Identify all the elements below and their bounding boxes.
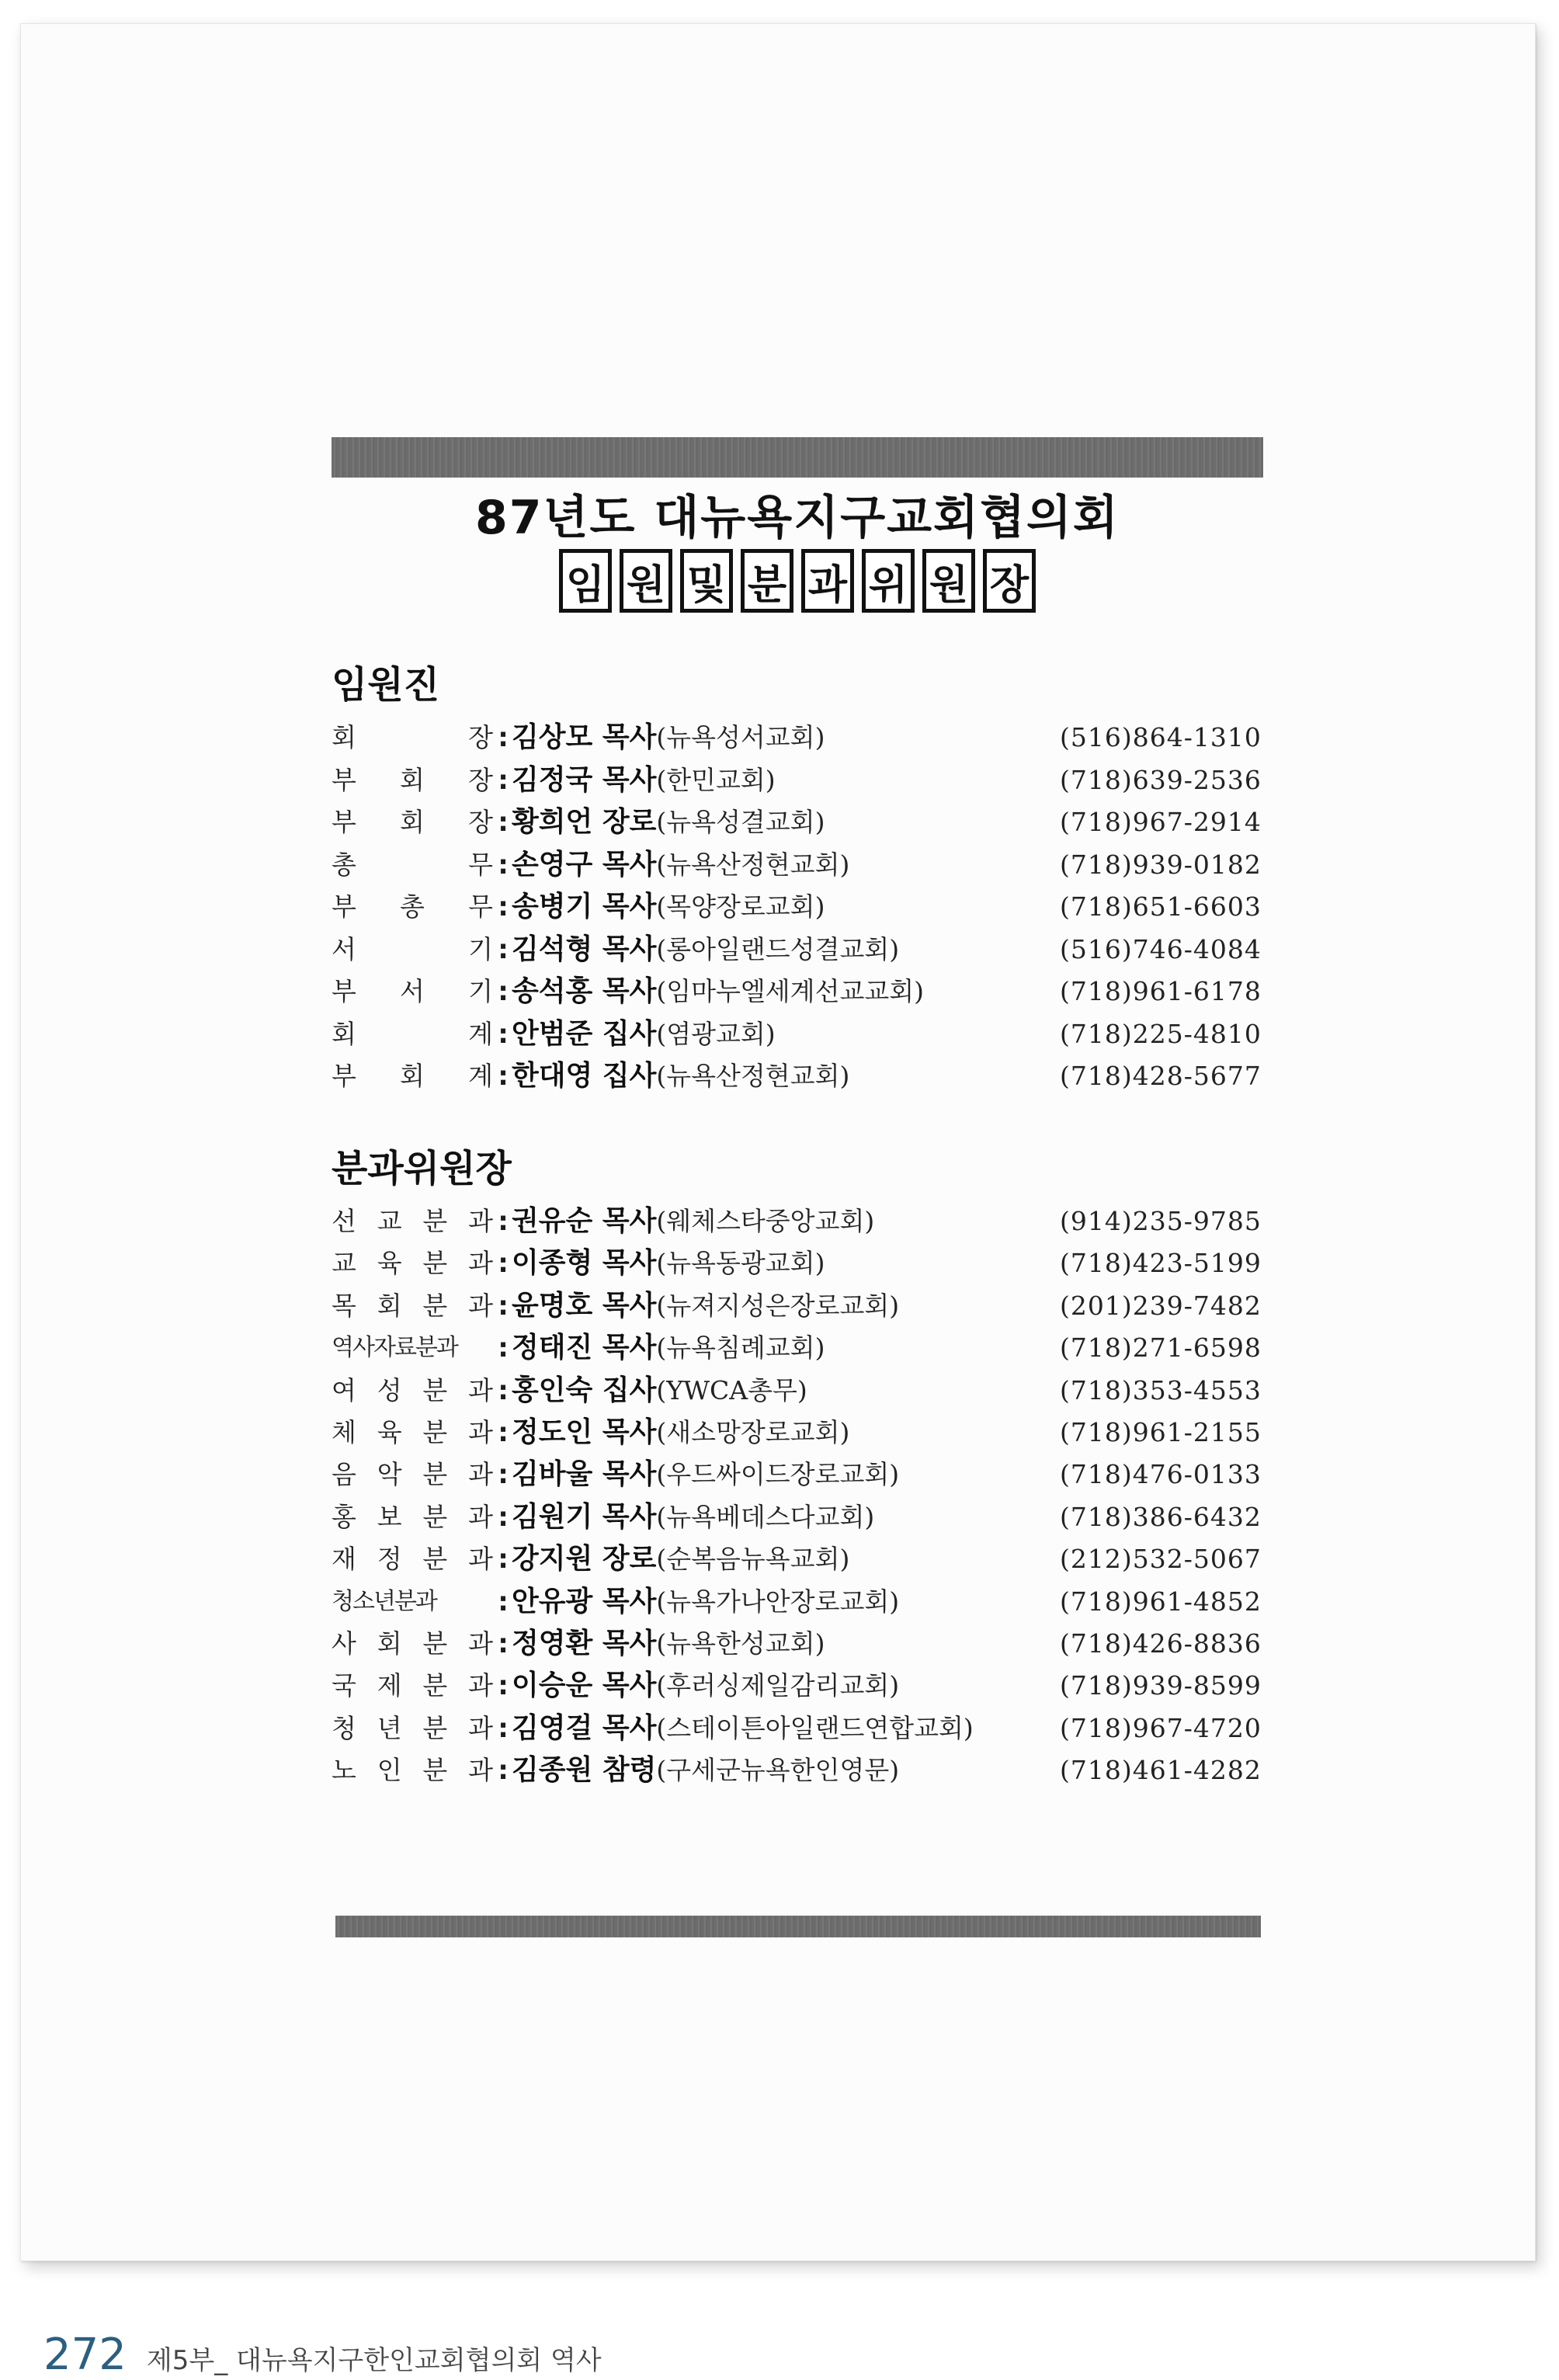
directory-row <box>332 1055 1271 1098</box>
role-char: 분 <box>422 1755 448 1786</box>
role-char: 분 <box>422 1459 448 1490</box>
role-label <box>332 886 493 929</box>
church-name: (순복음뉴욕교회) <box>656 1544 850 1575</box>
role-char: 과 <box>468 1206 493 1236</box>
role-label <box>332 1200 493 1242</box>
role-char: 보 <box>377 1501 402 1532</box>
phone-number: (718)967-4720 <box>1060 1712 1262 1743</box>
subtitle-boxed <box>332 549 1263 613</box>
colon-separator: : <box>498 1670 509 1702</box>
person-name: 정태진 목사 <box>512 1332 657 1364</box>
directory-row <box>332 759 1271 802</box>
phone-number: (516)746-4084 <box>1060 933 1262 964</box>
role-char: 회 <box>332 1018 356 1049</box>
role-char: 사 <box>332 1628 356 1659</box>
person-name: 손영구 목사 <box>512 848 657 881</box>
title-char-box: 과 <box>801 549 854 613</box>
role-char: 서 <box>400 976 425 1006</box>
directory-row <box>332 929 1271 971</box>
page-footer <box>43 2330 602 2380</box>
church-name: (새소망장로교회) <box>656 1416 850 1447</box>
person-entry <box>512 1496 874 1538</box>
role-char: 계 <box>468 1061 493 1091</box>
role-char: 분 <box>422 1712 448 1743</box>
role-char: 과 <box>468 1501 493 1532</box>
person-entry <box>512 1454 899 1496</box>
directory-row <box>332 1581 1271 1623</box>
phone-number: (718)461-4282 <box>1060 1755 1262 1786</box>
directory-row <box>332 1749 1271 1791</box>
role-char: 기 <box>468 976 493 1006</box>
role-label <box>332 1538 493 1580</box>
role-label <box>332 1496 493 1538</box>
role-char: 분 <box>422 1670 448 1701</box>
role-char: 목 <box>332 1290 356 1321</box>
phone-number: (718)426-8836 <box>1060 1628 1262 1659</box>
role-char: 선 <box>332 1206 356 1236</box>
phone-number: (718)476-0133 <box>1060 1459 1262 1490</box>
role-char: 총 <box>400 891 425 922</box>
phone-number: (718)967-2914 <box>1060 807 1262 837</box>
role-char: 분 <box>422 1206 448 1236</box>
person-entry <box>512 1200 874 1242</box>
person-entry <box>512 1013 776 1056</box>
church-name: (뉴욕한성교회) <box>656 1628 825 1659</box>
colon-separator: : <box>498 933 509 965</box>
person-entry <box>512 844 849 887</box>
role-char: 부 <box>332 891 356 922</box>
footer-text: 제5부_ 대뉴욕지구한인교회협의회 역사 <box>146 2345 602 2376</box>
directory-row <box>332 1412 1271 1454</box>
section-heading-officers: 임원진 <box>332 663 440 707</box>
person-name: 이승운 목사 <box>512 1669 657 1702</box>
role-char: 장 <box>468 722 493 752</box>
church-name: (뉴욕가나안장로교회) <box>656 1586 900 1617</box>
role-label <box>332 1055 493 1098</box>
directory-row <box>332 1665 1271 1707</box>
directory-row <box>332 1623 1271 1665</box>
role-char: 청소년분과 <box>332 1587 436 1615</box>
directory-row <box>332 1242 1271 1284</box>
person-name: 김영걸 목사 <box>512 1711 657 1744</box>
colon-separator: : <box>498 1459 509 1491</box>
person-name: 이종형 목사 <box>512 1247 657 1280</box>
role-char: 무 <box>468 891 493 922</box>
person-entry <box>512 1242 825 1284</box>
church-name: (목양장로교회) <box>656 891 825 922</box>
directory-row <box>332 1708 1271 1749</box>
person-entry <box>512 1623 825 1665</box>
role-char: 성 <box>377 1374 402 1405</box>
person-name: 김종원 참령 <box>512 1754 657 1787</box>
role-char: 과 <box>468 1544 493 1575</box>
person-entry <box>512 971 924 1013</box>
role-label <box>332 1242 493 1284</box>
directory-row <box>332 1327 1271 1369</box>
colon-separator: : <box>498 1290 509 1322</box>
title-char-box: 원 <box>922 549 975 613</box>
person-entry <box>512 1370 807 1412</box>
person-entry <box>512 1708 974 1749</box>
person-name: 강지원 장로 <box>512 1543 657 1576</box>
role-char: 부 <box>332 1061 356 1091</box>
phone-number: (718)225-4810 <box>1060 1018 1262 1049</box>
church-name: (뉴욕성결교회) <box>656 807 825 837</box>
role-char: 장 <box>468 764 493 795</box>
person-entry <box>512 759 776 802</box>
directory-row <box>332 1496 1271 1538</box>
phone-number: (718)386-6432 <box>1060 1501 1262 1532</box>
directory-row <box>332 1013 1271 1056</box>
church-name: (뉴욕동광교회) <box>656 1248 825 1279</box>
role-label <box>332 1327 493 1369</box>
directory-row <box>332 1538 1271 1580</box>
person-name: 김바울 목사 <box>512 1458 657 1491</box>
role-char: 부 <box>332 976 356 1006</box>
person-entry <box>512 1538 849 1580</box>
person-entry <box>512 1665 899 1707</box>
role-char: 여 <box>332 1374 356 1405</box>
colon-separator: : <box>498 1248 509 1280</box>
phone-number: (718)423-5199 <box>1060 1248 1262 1279</box>
directory-row <box>332 1370 1271 1412</box>
bottom-divider-bar <box>335 1916 1261 1937</box>
top-divider-bar <box>332 437 1263 478</box>
church-name: (뉴욕산정현교회) <box>656 1061 850 1091</box>
role-char: 회 <box>377 1628 402 1659</box>
person-entry <box>512 1412 849 1454</box>
role-char: 악 <box>377 1459 402 1490</box>
phone-number: (718)961-6178 <box>1060 976 1262 1006</box>
phone-number: (718)353-4553 <box>1060 1374 1262 1405</box>
title-char-box: 임 <box>559 549 612 613</box>
role-char: 역사자료분과 <box>332 1334 457 1362</box>
role-label <box>332 929 493 971</box>
role-char: 총 <box>332 849 356 880</box>
person-entry <box>512 1327 825 1369</box>
role-char: 과 <box>468 1712 493 1743</box>
phone-number: (718)639-2536 <box>1060 764 1262 795</box>
role-char: 년 <box>377 1712 402 1743</box>
directory-row <box>332 717 1271 759</box>
person-entry <box>512 886 825 929</box>
church-name: (구세군뉴욕한인영문) <box>656 1755 900 1786</box>
church-name: (YWCA총무) <box>656 1374 807 1405</box>
directory-row <box>332 1454 1271 1496</box>
colon-separator: : <box>498 891 509 922</box>
colon-separator: : <box>498 1416 509 1448</box>
title-char-box: 분 <box>741 549 793 613</box>
colon-separator: : <box>498 849 509 881</box>
role-char: 장 <box>468 807 493 837</box>
role-label <box>332 1665 493 1707</box>
person-entry <box>512 929 899 971</box>
role-char: 분 <box>422 1248 448 1279</box>
role-char: 홍 <box>332 1501 356 1532</box>
church-name: (한민교회) <box>656 764 776 795</box>
colon-separator: : <box>498 1501 509 1533</box>
role-char: 회 <box>400 764 425 795</box>
church-name: (스테이튼아일랜드연합교회) <box>656 1712 974 1743</box>
role-label <box>332 717 493 759</box>
role-char: 육 <box>377 1248 402 1279</box>
person-name: 김석형 목사 <box>512 933 657 965</box>
role-char: 무 <box>468 849 493 880</box>
role-char: 분 <box>422 1290 448 1321</box>
role-char: 과 <box>468 1248 493 1279</box>
role-char: 과 <box>468 1290 493 1321</box>
title-char-box: 및 <box>680 549 733 613</box>
person-entry <box>512 717 825 759</box>
role-char: 인 <box>377 1755 402 1786</box>
scanned-page <box>20 23 1536 2261</box>
role-char: 부 <box>332 807 356 837</box>
role-char: 회 <box>400 807 425 837</box>
colon-separator: : <box>498 1018 509 1050</box>
role-char: 국 <box>332 1670 356 1701</box>
role-char: 체 <box>332 1416 356 1447</box>
person-name: 윤명호 목사 <box>512 1289 657 1322</box>
church-name: (후러싱제일감리교회) <box>656 1670 900 1701</box>
role-char: 제 <box>377 1670 402 1701</box>
person-entry <box>512 1285 899 1327</box>
colon-separator: : <box>498 1712 509 1744</box>
directory-row <box>332 1200 1271 1242</box>
person-entry <box>512 801 825 844</box>
phone-number: (516)864-1310 <box>1060 722 1262 752</box>
church-name: (뉴욕산정현교회) <box>656 849 850 880</box>
page-number: 272 <box>43 2330 127 2380</box>
role-label <box>332 844 493 887</box>
role-char: 부 <box>332 764 356 795</box>
person-name: 정영환 목사 <box>512 1627 657 1659</box>
colon-separator: : <box>498 1586 509 1617</box>
person-name: 안범준 집사 <box>512 1017 657 1050</box>
title-char-box: 위 <box>862 549 915 613</box>
church-name: (웨체스타중앙교회) <box>656 1206 875 1236</box>
person-name: 안유광 목사 <box>512 1585 657 1617</box>
role-char: 교 <box>332 1248 356 1279</box>
church-name: (우드싸이드장로교회) <box>656 1459 900 1490</box>
phone-number: (212)532-5067 <box>1060 1544 1262 1575</box>
directory-row <box>332 1285 1271 1327</box>
role-char: 청 <box>332 1712 356 1743</box>
role-label <box>332 801 493 844</box>
colon-separator: : <box>498 1755 509 1787</box>
role-label <box>332 759 493 802</box>
role-char: 교 <box>377 1206 402 1236</box>
person-name: 홍인숙 집사 <box>512 1374 657 1406</box>
directory-row <box>332 886 1271 929</box>
colon-separator: : <box>498 764 509 796</box>
person-name: 송석홍 목사 <box>512 975 657 1007</box>
phone-number: (718)428-5677 <box>1060 1061 1262 1091</box>
title-char-box: 원 <box>620 549 672 613</box>
colon-separator: : <box>498 1628 509 1659</box>
role-char: 정 <box>377 1544 402 1575</box>
officer-list <box>332 717 1271 1098</box>
section-heading-committees: 분과위원장 <box>332 1147 512 1190</box>
person-name: 정도인 목사 <box>512 1416 657 1448</box>
role-char: 분 <box>422 1544 448 1575</box>
colon-separator: : <box>498 1206 509 1237</box>
church-name: (롱아일랜드성결교회) <box>656 933 900 964</box>
role-char: 육 <box>377 1416 402 1447</box>
directory-row <box>332 801 1271 844</box>
role-label <box>332 1285 493 1327</box>
person-entry <box>512 1581 899 1623</box>
role-label <box>332 1749 493 1791</box>
role-char: 계 <box>468 1018 493 1049</box>
role-char: 과 <box>468 1670 493 1701</box>
phone-number: (914)235-9785 <box>1060 1206 1262 1236</box>
role-char: 회 <box>332 722 356 752</box>
person-entry <box>512 1055 849 1098</box>
church-name: (뉴욕침례교회) <box>656 1332 825 1364</box>
role-char: 분 <box>422 1501 448 1532</box>
role-label <box>332 971 493 1013</box>
colon-separator: : <box>498 807 509 838</box>
role-char: 과 <box>468 1459 493 1490</box>
phone-number: (718)961-4852 <box>1060 1586 1262 1617</box>
church-name: (뉴욕베데스다교회) <box>656 1501 875 1532</box>
title-char-box: 장 <box>983 549 1036 613</box>
church-name: (임마누엘세계선교교회) <box>656 976 924 1006</box>
role-char: 분 <box>422 1628 448 1659</box>
person-name: 한대영 집사 <box>512 1060 657 1092</box>
church-name: (뉴욕성서교회) <box>656 722 825 752</box>
role-char: 음 <box>332 1459 356 1490</box>
church-name: (뉴져지성은장로교회) <box>656 1290 900 1321</box>
phone-number: (718)961-2155 <box>1060 1416 1262 1447</box>
colon-separator: : <box>498 722 509 753</box>
role-label <box>332 1412 493 1454</box>
role-char: 서 <box>332 933 356 964</box>
colon-separator: : <box>498 1061 509 1092</box>
role-label <box>332 1623 493 1665</box>
committee-list <box>332 1200 1271 1791</box>
phone-number: (718)939-0182 <box>1060 849 1262 880</box>
role-label <box>332 1013 493 1056</box>
role-char: 과 <box>468 1628 493 1659</box>
role-label <box>332 1581 493 1623</box>
role-char: 분 <box>422 1374 448 1405</box>
phone-number: (718)939-8599 <box>1060 1670 1262 1701</box>
person-name: 송병기 목사 <box>512 891 657 922</box>
person-name: 김상모 목사 <box>512 721 657 753</box>
person-entry <box>512 1749 899 1791</box>
person-name: 김정국 목사 <box>512 763 657 796</box>
page-title: 87년도 대뉴욕지구교회협의회 <box>475 491 1120 545</box>
person-name: 황희언 장로 <box>512 806 657 838</box>
role-char: 회 <box>377 1290 402 1321</box>
role-label <box>332 1370 493 1412</box>
colon-separator: : <box>498 1544 509 1576</box>
role-label <box>332 1708 493 1749</box>
role-char: 회 <box>400 1061 425 1091</box>
church-name: (염광교회) <box>656 1018 776 1049</box>
colon-separator: : <box>498 1332 509 1364</box>
role-char: 분 <box>422 1416 448 1447</box>
role-char: 재 <box>332 1544 356 1575</box>
person-name: 김원기 목사 <box>512 1500 657 1533</box>
role-char: 기 <box>468 933 493 964</box>
role-char: 과 <box>468 1374 493 1405</box>
directory-row <box>332 844 1271 887</box>
phone-number: (718)271-6598 <box>1060 1332 1262 1364</box>
directory-row <box>332 971 1271 1013</box>
colon-separator: : <box>498 1374 509 1406</box>
role-char: 과 <box>468 1755 493 1786</box>
phone-number: (718)651-6603 <box>1060 891 1262 922</box>
person-name: 권유순 목사 <box>512 1205 657 1237</box>
colon-separator: : <box>498 976 509 1007</box>
role-label <box>332 1454 493 1496</box>
role-char: 노 <box>332 1755 356 1786</box>
phone-number: (201)239-7482 <box>1060 1290 1262 1321</box>
role-char: 과 <box>468 1416 493 1447</box>
